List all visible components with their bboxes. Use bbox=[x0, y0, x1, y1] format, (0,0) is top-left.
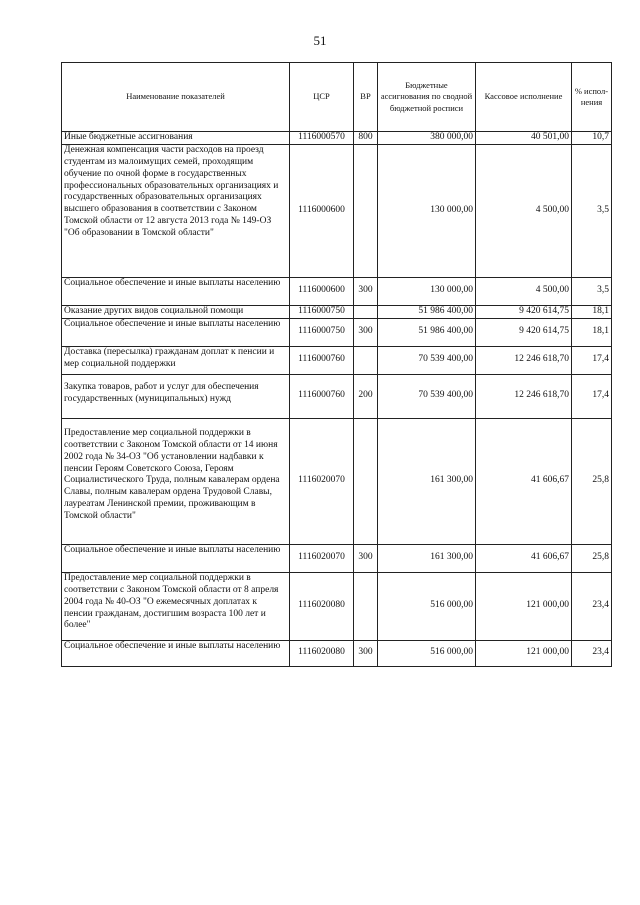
row-vr bbox=[354, 346, 378, 374]
row-name: Предоставление мер социальной поддержки в соответствии с Законом Томской области от 8 апреля 2004 года № 40-ОЗ "О ежемесячных доплатах к пенсии гражданам, достигшим возраста 100 лет и более" bbox=[62, 572, 290, 640]
header-csr: ЦСР bbox=[290, 63, 354, 132]
row-name: Денежная компенсация части расходов на проезд студентам из малоимущих семей, проходящим обучение по очной форме в государственных профессиональных образовательных организациях и государственных образовательных организациях высшего образования в соответствии с Законом Томской области от 12 августа 2013 года № 149-ОЗ "Об образовании в Томской области" bbox=[62, 144, 290, 277]
row-percent: 3,5 bbox=[572, 277, 612, 305]
row-budget: 380 000,00 bbox=[378, 132, 476, 145]
row-csr: 1116000750 bbox=[290, 305, 354, 318]
row-cash: 4 500,00 bbox=[476, 144, 572, 277]
row-budget: 516 000,00 bbox=[378, 640, 476, 666]
row-percent: 3,5 bbox=[572, 144, 612, 277]
row-vr bbox=[354, 418, 378, 544]
table-row bbox=[62, 544, 612, 572]
row-csr: 1116000600 bbox=[290, 144, 354, 277]
row-cash: 9 420 614,75 bbox=[476, 318, 572, 346]
row-cash: 41 606,67 bbox=[476, 544, 572, 572]
page-number: 51 bbox=[313, 33, 327, 48]
row-csr: 1116020070 bbox=[290, 544, 354, 572]
row-csr: 1116000600 bbox=[290, 277, 354, 305]
row-budget: 130 000,00 bbox=[378, 144, 476, 277]
row-percent: 17,4 bbox=[572, 374, 612, 418]
row-vr bbox=[354, 144, 378, 277]
row-vr: 800 bbox=[354, 132, 378, 145]
row-name: Оказание других видов социальной помощи bbox=[62, 305, 290, 318]
row-percent: 17,4 bbox=[572, 346, 612, 374]
row-cash: 4 500,00 bbox=[476, 277, 572, 305]
table-header-row bbox=[62, 63, 612, 132]
row-csr: 1116020080 bbox=[290, 572, 354, 640]
row-percent: 25,8 bbox=[572, 544, 612, 572]
table-row bbox=[62, 144, 612, 277]
header-name: Наименование показателей bbox=[62, 63, 290, 132]
header-percent: % испол-нения bbox=[572, 63, 612, 132]
row-percent: 18,1 bbox=[572, 318, 612, 346]
row-percent: 25,8 bbox=[572, 418, 612, 544]
row-percent: 23,4 bbox=[572, 572, 612, 640]
row-name: Иные бюджетные ассигнования bbox=[62, 132, 290, 145]
budget-execution-table bbox=[61, 62, 612, 667]
row-budget: 161 300,00 bbox=[378, 544, 476, 572]
table-row bbox=[62, 305, 612, 318]
row-budget: 516 000,00 bbox=[378, 572, 476, 640]
row-vr: 300 bbox=[354, 318, 378, 346]
row-percent: 10,7 bbox=[572, 132, 612, 145]
table-row bbox=[62, 418, 612, 544]
table-row bbox=[62, 277, 612, 305]
row-csr: 1116000570 bbox=[290, 132, 354, 145]
row-budget: 70 539 400,00 bbox=[378, 346, 476, 374]
row-cash: 121 000,00 bbox=[476, 640, 572, 666]
row-name: Социальное обеспечение и иные выплаты населению bbox=[62, 544, 290, 572]
row-budget: 51 986 400,00 bbox=[378, 305, 476, 318]
row-vr bbox=[354, 572, 378, 640]
table-row bbox=[62, 318, 612, 346]
row-vr: 300 bbox=[354, 544, 378, 572]
table-row bbox=[62, 374, 612, 418]
row-cash: 9 420 614,75 bbox=[476, 305, 572, 318]
row-name: Доставка (пересылка) гражданам доплат к пенсии и мер социальной поддержки bbox=[62, 346, 290, 374]
row-cash: 12 246 618,70 bbox=[476, 374, 572, 418]
row-name: Социальное обеспечение и иные выплаты населению bbox=[62, 277, 290, 305]
row-name: Предоставление мер социальной поддержки в соответствии с Законом Томской области от 14 июня 2002 года № 34-ОЗ "Об установлении надбавки к пенсии Героям Советского Союза, Героям Социалистического Труда, полным кавалерам ордена Славы, полным кавалерам ордена Трудовой Славы, лауреатам Ленинской премии, проживающим в Томской области" bbox=[62, 418, 290, 544]
table-row bbox=[62, 572, 612, 640]
row-cash: 40 501,00 bbox=[476, 132, 572, 145]
table-row bbox=[62, 640, 612, 666]
row-vr: 200 bbox=[354, 374, 378, 418]
header-budget: Бюджетные ассигнования по сводной бюджетной росписи bbox=[378, 63, 476, 132]
row-csr: 1116020080 bbox=[290, 640, 354, 666]
table-row bbox=[62, 132, 612, 145]
header-vr: ВР bbox=[354, 63, 378, 132]
row-cash: 12 246 618,70 bbox=[476, 346, 572, 374]
row-budget: 130 000,00 bbox=[378, 277, 476, 305]
table-row bbox=[62, 346, 612, 374]
row-vr: 300 bbox=[354, 277, 378, 305]
row-name: Социальное обеспечение и иные выплаты населению bbox=[62, 318, 290, 346]
row-percent: 18,1 bbox=[572, 305, 612, 318]
row-cash: 41 606,67 bbox=[476, 418, 572, 544]
row-budget: 51 986 400,00 bbox=[378, 318, 476, 346]
header-cash: Кассовое исполнение bbox=[476, 63, 572, 132]
row-percent: 23,4 bbox=[572, 640, 612, 666]
row-name: Социальное обеспечение и иные выплаты населению bbox=[62, 640, 290, 666]
row-name: Закупка товаров, работ и услуг для обеспечения государственных (муниципальных) нужд bbox=[62, 374, 290, 418]
row-csr: 1116000760 bbox=[290, 374, 354, 418]
row-csr: 1116000760 bbox=[290, 346, 354, 374]
row-vr bbox=[354, 305, 378, 318]
row-vr: 300 bbox=[354, 640, 378, 666]
row-csr: 1116020070 bbox=[290, 418, 354, 544]
row-budget: 70 539 400,00 bbox=[378, 374, 476, 418]
row-cash: 121 000,00 bbox=[476, 572, 572, 640]
row-budget: 161 300,00 bbox=[378, 418, 476, 544]
row-csr: 1116000750 bbox=[290, 318, 354, 346]
